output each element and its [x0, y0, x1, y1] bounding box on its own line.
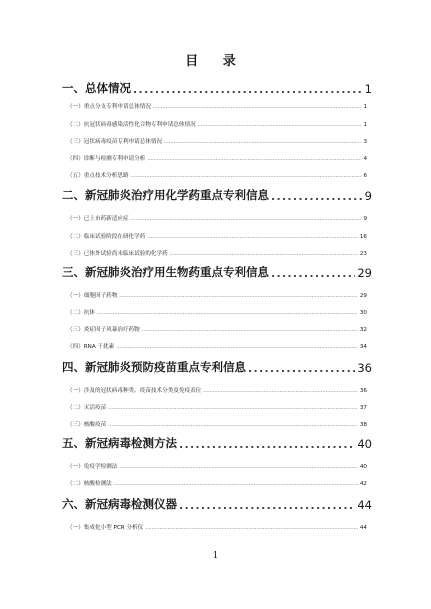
toc-item[interactable]: [67, 325, 367, 333]
toc-item-label: （一）细胞因子药物: [67, 293, 118, 299]
dot-leader: [271, 267, 355, 280]
footer-page-number: 1: [212, 551, 219, 561]
toc-page-number: 23: [359, 251, 367, 257]
toc-page-number: 30: [359, 310, 367, 316]
toc-section[interactable]: [62, 436, 372, 451]
toc-page-number: 36: [359, 388, 367, 394]
dot-leader: [170, 251, 358, 257]
toc-page-number: 3: [363, 139, 367, 145]
dot-leader: [248, 362, 355, 375]
toc-item-label: （二）临床试验阶段在研化学药: [67, 234, 146, 240]
toc-item-label: （二）抗体: [67, 310, 95, 316]
dot-leader: [198, 122, 362, 128]
toc-item[interactable]: [67, 420, 367, 428]
dot-leader: [133, 83, 363, 96]
dot-leader: [97, 310, 358, 316]
toc-item-label: （三）炎症因子风暴治疗药物: [67, 327, 140, 333]
toc-section-label: 三、新冠肺炎治疗用生物药重点专利信息: [62, 265, 269, 279]
toc-item[interactable]: [67, 120, 367, 128]
toc-section-label: 二、新冠肺炎治疗用化学药重点专利信息: [62, 188, 269, 202]
toc-page-number: 29: [359, 293, 367, 299]
toc-item[interactable]: [67, 462, 367, 470]
dot-leader: [142, 327, 358, 333]
toc-page-number: 40: [359, 464, 367, 470]
toc-item[interactable]: [67, 214, 367, 222]
toc-item-label: （二）核酸检测法: [67, 481, 112, 487]
toc-page-number: 44: [359, 525, 367, 531]
toc-item[interactable]: [67, 171, 367, 179]
dot-leader: [179, 438, 355, 451]
toc-item-label: （四）诊断与检测专利申请分析: [67, 156, 146, 162]
dot-leader: [131, 173, 362, 179]
toc-section[interactable]: [62, 497, 372, 512]
toc-page-number: 37: [359, 405, 367, 411]
toc-item-label: （二）灭活疫苗: [67, 405, 107, 411]
toc-item[interactable]: [67, 342, 367, 350]
toc-item-label: （三）冠状病毒疫苗专利申请总体情况: [67, 139, 163, 145]
toc-section-label: 一、总体情况: [62, 81, 131, 95]
toc-item[interactable]: [67, 102, 367, 110]
toc-item-label: （一）免疫学检测法: [67, 464, 118, 470]
toc-page-number: 38: [359, 422, 367, 428]
toc-section[interactable]: [62, 265, 372, 280]
toc-item-label: （四）RNA 干扰素: [67, 344, 115, 350]
toc-page-number: 6: [363, 173, 367, 179]
toc-item[interactable]: [67, 232, 367, 240]
page-title: 目 录: [185, 54, 246, 69]
toc-item-label: （五）重点技术分析思路: [67, 173, 129, 179]
toc-item[interactable]: [67, 249, 367, 257]
toc-section-label: 四、新冠肺炎预防疫苗重点专利信息: [62, 360, 246, 374]
dot-leader: [131, 216, 362, 222]
toc-page-number: 44: [357, 498, 372, 512]
dot-leader: [271, 190, 363, 203]
dot-leader: [119, 293, 358, 299]
dot-leader: [147, 234, 358, 240]
toc-section-label: 六、新冠病毒检测仪器: [62, 497, 177, 511]
toc-page-number: 40: [357, 437, 372, 451]
toc-page-number: 1: [364, 82, 372, 96]
toc-section[interactable]: [62, 188, 372, 203]
toc-page-number: 42: [359, 481, 367, 487]
dot-leader: [108, 405, 358, 411]
toc-page-number: 4: [363, 156, 367, 162]
toc-section[interactable]: [62, 360, 372, 375]
dot-leader: [108, 422, 358, 428]
dot-leader: [114, 481, 358, 487]
toc-item-label: （一）涉及的冠状病毒种类、疫苗技术分类及免疫表位: [67, 388, 202, 394]
dot-leader: [164, 139, 361, 145]
toc-section[interactable]: [62, 81, 372, 96]
toc-page-number: 29: [357, 266, 372, 280]
dot-leader: [116, 344, 358, 350]
toc-item[interactable]: [67, 386, 367, 394]
toc-page-number: 34: [359, 344, 367, 350]
toc-item[interactable]: [67, 154, 367, 162]
toc-page-number: 9: [363, 216, 367, 222]
toc-page-number: 16: [359, 234, 367, 240]
toc-item[interactable]: [67, 137, 367, 145]
toc-item[interactable]: [67, 308, 367, 316]
toc-item[interactable]: [67, 291, 367, 299]
toc-page-number: 9: [364, 189, 372, 203]
dot-leader: [145, 525, 358, 531]
toc-page-number: 36: [357, 361, 372, 375]
dot-leader: [153, 104, 362, 110]
dot-leader: [119, 464, 358, 470]
dot-leader: [203, 388, 358, 394]
toc-page-number: 32: [359, 327, 367, 333]
toc-item-label: （二）抗冠状病毒感染活性化合物专利申请总体情况: [67, 122, 196, 128]
toc-item-label: （三）核酸疫苗: [67, 422, 107, 428]
toc-item-label: （三）已体外试验尚未临床试验的化学药: [67, 251, 168, 257]
toc-item-label: （一）重点分支专利申请总体情况: [67, 104, 151, 110]
toc-section-label: 五、新冠病毒检测方法: [62, 436, 177, 450]
toc-item[interactable]: [67, 479, 367, 487]
toc-page-number: 1: [363, 104, 367, 110]
dot-leader: [179, 499, 355, 512]
toc-page-number: 1: [363, 122, 367, 128]
toc-item[interactable]: [67, 403, 367, 411]
toc-item-label: （一）已上市药新适应症: [67, 216, 129, 222]
dot-leader: [147, 156, 361, 162]
toc-item[interactable]: [67, 523, 367, 531]
toc-item-label: （一）集成化小型 PCR 分析仪: [67, 525, 144, 531]
